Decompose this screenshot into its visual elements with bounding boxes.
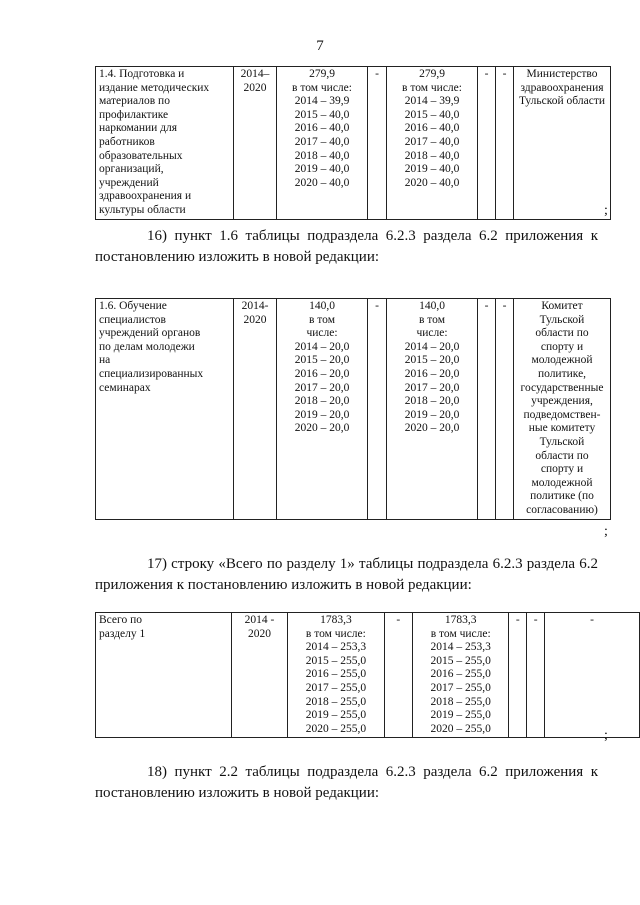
total-line: 2016 – 255,0 <box>305 668 367 681</box>
responsible-line: области по <box>535 327 589 340</box>
total-line: 2015 – 255,0 <box>305 654 367 667</box>
regional-line: в том числе: <box>402 81 462 94</box>
responsible-line: Тульской области <box>518 95 605 108</box>
cell-extrabudget: - <box>496 299 514 520</box>
total-line: 2020 – 20,0 <box>294 422 350 435</box>
name-line: организаций, <box>99 163 164 176</box>
regional-line: числе: <box>416 327 448 340</box>
name-line: 1.4. Подготовка и <box>99 68 185 80</box>
cell-responsible <box>514 67 611 220</box>
total-line: в том числе: <box>292 81 352 94</box>
cell-federal: - <box>384 613 413 738</box>
responsible-line: спорту и <box>540 463 584 476</box>
regional-line: 2016 – 20,0 <box>404 367 460 380</box>
name-line: разделу 1 <box>99 627 146 640</box>
regional-line: 2019 – 255,0 <box>430 709 491 722</box>
cell-name <box>96 613 232 738</box>
total-line: 2017 – 40,0 <box>294 135 350 148</box>
name-line: здравоохранения и <box>99 190 192 203</box>
responsible-line: Тульской <box>539 435 585 448</box>
cell-regional <box>387 67 478 220</box>
name-line: материалов по <box>99 95 170 108</box>
responsible-line: молодежной <box>531 476 593 489</box>
responsible-line: политике (по <box>530 490 594 503</box>
responsible-line: учреждения, <box>531 395 593 408</box>
total-line: 2015 – 20,0 <box>294 354 350 367</box>
name-line: на <box>99 354 111 367</box>
total-line: в том числе: <box>305 627 366 640</box>
name-line: издание методических <box>99 81 210 94</box>
cell-years <box>234 299 277 520</box>
regional-line: 2020 – 20,0 <box>404 422 460 435</box>
responsible-line: здравоохранения <box>520 81 604 94</box>
regional-line: 2019 – 20,0 <box>404 408 460 421</box>
regional-line: 279,9 <box>419 68 445 80</box>
regional-line: 2015 – 255,0 <box>430 654 491 667</box>
table-item-1-6 <box>95 298 611 520</box>
responsible-line: спорту и <box>540 340 584 353</box>
cell-total <box>277 299 368 520</box>
regional-line: 2015 – 40,0 <box>404 108 460 121</box>
semicolon: ; <box>604 524 608 539</box>
total-line: 1783,3 <box>320 614 352 626</box>
cell-responsible <box>514 299 611 520</box>
regional-line: 2017 – 20,0 <box>404 381 460 394</box>
cell-name <box>96 67 234 220</box>
responsible-line: - <box>590 614 594 626</box>
cell-years <box>231 613 288 738</box>
regional-line: 2014 – 20,0 <box>404 340 460 353</box>
name-line: образовательных <box>99 149 183 162</box>
total-line: 2019 – 20,0 <box>294 408 350 421</box>
name-line: специализированных <box>99 367 204 380</box>
table-row <box>96 299 611 520</box>
regional-line: 2015 – 20,0 <box>404 354 460 367</box>
total-line: 2016 – 20,0 <box>294 367 350 380</box>
total-line: 2018 – 20,0 <box>294 395 350 408</box>
total-line: 2015 – 40,0 <box>294 108 350 121</box>
name-line: 1.6. Обучение <box>99 300 167 312</box>
years-line: 2020 <box>243 313 267 326</box>
responsible-line: Комитет <box>541 300 583 312</box>
years-line: 2020 <box>243 81 267 94</box>
name-line: профилактике <box>99 108 169 121</box>
regional-line: 2018 – 255,0 <box>430 695 491 708</box>
responsible-line: государственные <box>520 381 604 394</box>
regional-line: 2020 – 40,0 <box>404 176 460 189</box>
name-line: работников <box>99 135 155 148</box>
paragraph-17: 17) строку «Всего по разделу 1» таблицы подраздела 6.2.3 раздела 6.2 приложения к постановлению изложить в новой редакции: <box>95 556 598 593</box>
regional-line: 2016 – 40,0 <box>404 122 460 135</box>
cell-municipal: - <box>509 613 527 738</box>
total-line: 140,0 <box>309 300 335 312</box>
page-number: 7 <box>316 38 324 54</box>
name-line: учреждений органов <box>99 327 201 340</box>
responsible-line: Тульской <box>539 313 585 326</box>
cell-regional <box>413 613 509 738</box>
name-line: культуры области <box>99 203 186 216</box>
semicolon: ; <box>604 728 608 743</box>
regional-line: 2019 – 40,0 <box>404 163 460 176</box>
name-line: по делам молодежи <box>99 340 195 353</box>
responsible-line: области по <box>535 449 589 462</box>
responsible-line: ные комитету <box>528 422 596 435</box>
cell-name <box>96 299 234 520</box>
total-line: в том <box>309 313 335 326</box>
paragraph-18: 18) пункт 2.2 таблицы подраздела 6.2.3 раздела 6.2 приложения к постановлению изложить в новой редакции: <box>95 764 598 801</box>
cell-federal: - <box>368 67 387 220</box>
table-row <box>96 67 611 220</box>
regional-line: 2016 – 255,0 <box>430 668 491 681</box>
responsible-line: политике, <box>537 367 587 380</box>
responsible-line: Министерство <box>526 68 598 80</box>
responsible-line: молодежной <box>531 354 593 367</box>
responsible-line: подведомствен- <box>523 408 601 421</box>
cell-regional <box>387 299 478 520</box>
total-line: 279,9 <box>309 68 335 80</box>
cell-responsible <box>545 613 640 738</box>
total-line: 2017 – 255,0 <box>305 681 367 694</box>
cell-years <box>234 67 277 220</box>
years-line: 2014– <box>240 68 270 80</box>
table-item-1-4 <box>95 66 611 220</box>
cell-extrabudget: - <box>527 613 545 738</box>
years-line: 2014 - <box>244 614 275 626</box>
regional-line: 2017 – 255,0 <box>430 681 491 694</box>
regional-line: 140,0 <box>419 300 445 312</box>
total-line: 2020 – 40,0 <box>294 176 350 189</box>
name-line: семинарах <box>99 381 151 394</box>
total-line: 2019 – 255,0 <box>305 709 367 722</box>
total-line: 2017 – 20,0 <box>294 381 350 394</box>
table-total-section-1 <box>95 612 640 738</box>
cell-total <box>277 67 368 220</box>
regional-line: 2014 – 253,3 <box>430 641 491 654</box>
name-line: учреждений <box>99 176 159 189</box>
total-line: 2016 – 40,0 <box>294 122 350 135</box>
regional-line: 2018 – 20,0 <box>404 395 460 408</box>
regional-line: 2014 – 39,9 <box>404 95 460 108</box>
regional-line: в том числе: <box>430 627 491 640</box>
table-row <box>96 613 640 738</box>
regional-line: 2020 – 255,0 <box>430 722 491 735</box>
cell-federal: - <box>368 299 387 520</box>
total-line: 2014 – 39,9 <box>294 95 350 108</box>
cell-municipal: - <box>478 299 496 520</box>
total-line: 2019 – 40,0 <box>294 163 350 176</box>
name-line: наркомании для <box>99 122 178 135</box>
years-line: 2020 <box>248 627 271 640</box>
semicolon: ; <box>604 203 608 218</box>
responsible-line: согласованию) <box>526 503 598 516</box>
total-line: 2014 – 20,0 <box>294 340 350 353</box>
name-line: Всего по <box>99 614 142 626</box>
total-line: 2014 – 253,3 <box>305 641 367 654</box>
regional-line: 1783,3 <box>444 614 477 626</box>
total-line: 2018 – 255,0 <box>305 695 367 708</box>
paragraph-16: 16) пункт 1.6 таблицы подраздела 6.2.3 раздела 6.2 приложения к постановлению изложить в новой редакции: <box>95 228 598 265</box>
name-line: специалистов <box>99 313 166 326</box>
regional-line: в том <box>419 313 445 326</box>
total-line: числе: <box>306 327 338 340</box>
cell-extrabudget: - <box>496 67 514 220</box>
years-line: 2014- <box>241 300 269 312</box>
cell-municipal: - <box>478 67 496 220</box>
total-line: 2020 – 255,0 <box>305 722 367 735</box>
total-line: 2018 – 40,0 <box>294 149 350 162</box>
cell-total <box>288 613 384 738</box>
regional-line: 2017 – 40,0 <box>404 135 460 148</box>
regional-line: 2018 – 40,0 <box>404 149 460 162</box>
